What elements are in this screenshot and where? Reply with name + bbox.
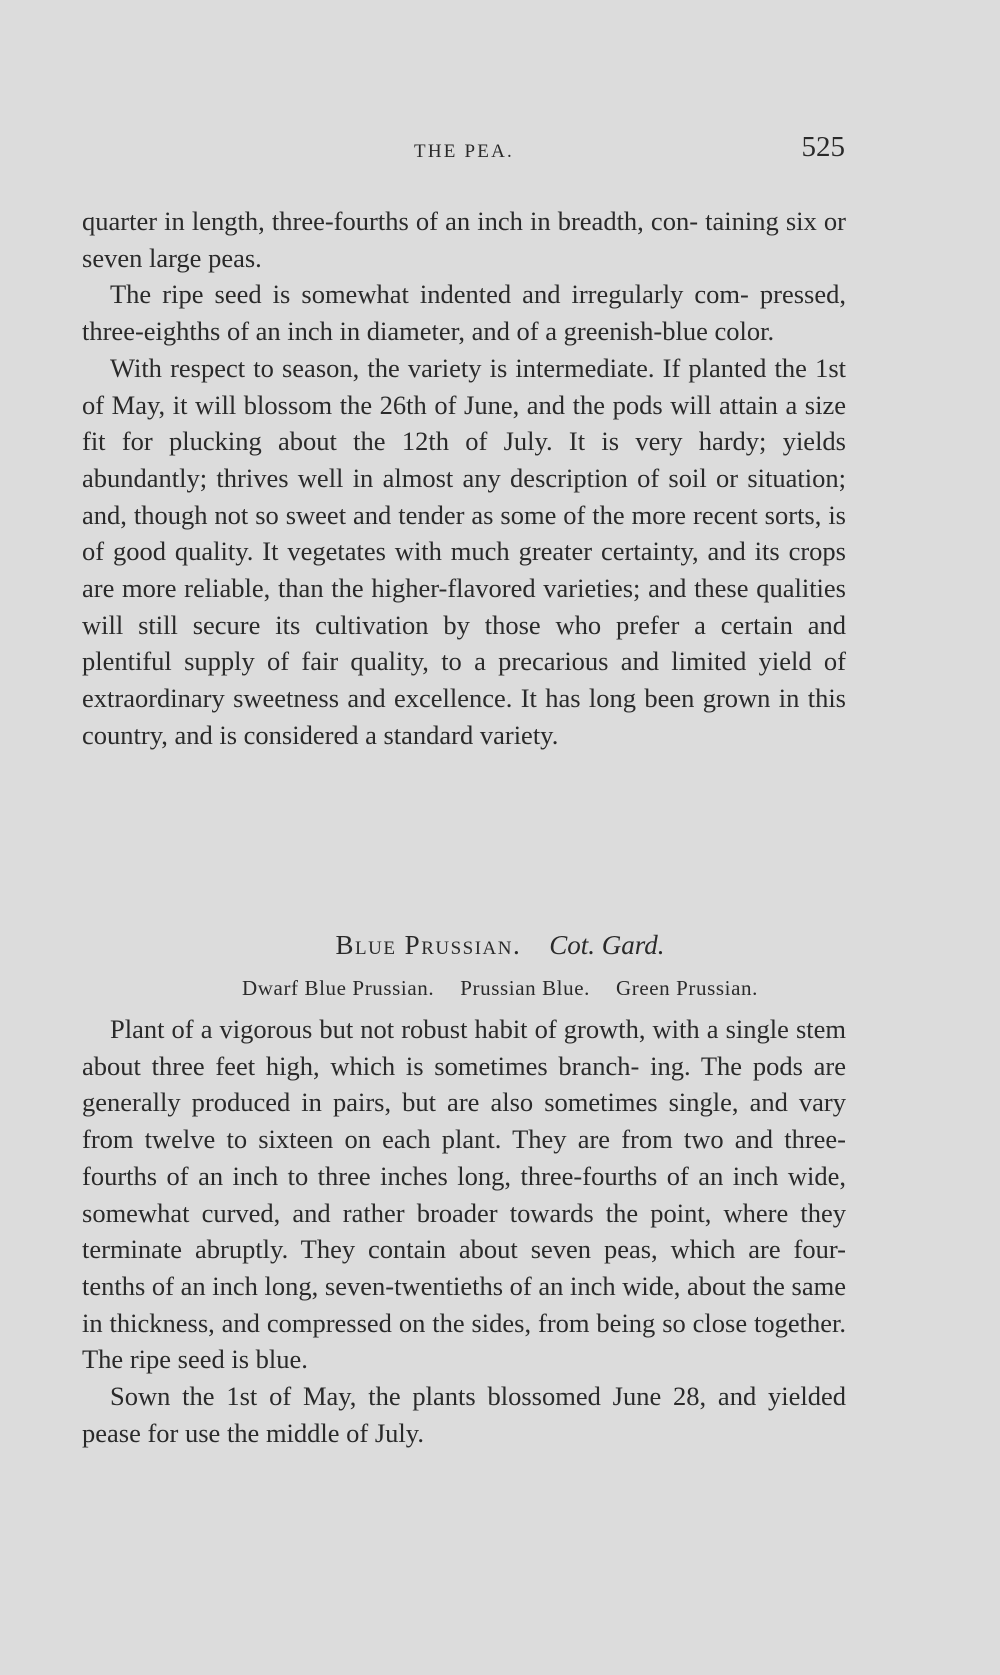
variety-heading (0, 925, 1000, 965)
variety-synonyms (0, 973, 1000, 1003)
synonym: Prussian Blue. (460, 976, 590, 1000)
variety-name: Blue Prussian. (335, 930, 522, 960)
paragraph-4: Plant of a vigorous but not robust habit of growth, with a single stem about three feet high, which is sometimes branch- ing. The pods are generally produced in pairs, but are also sometimes single, and vary from twelve to sixteen on each plant. They are from two and three-fourths of an inch to three inches long, three-fourths of an inch wide, somewhat curved, and rather broader towards the point, where they terminate abruptly. They contain about seven peas, which are four-tenths of an inch long, seven-twentieths of an inch wide, about the same in thickness, and compressed on the sides, from being so close together. The ripe seed is blue. (82, 1014, 846, 1375)
variety-authority: Cot. Gard. (549, 930, 665, 960)
paragraph-2: The ripe seed is somewhat indented and irregularly com- pressed, three-eighths of an inch in diameter, and of a greenish-blue color. (82, 279, 846, 347)
section-continued-text (82, 203, 846, 754)
paragraph-5: Sown the 1st of May, the plants blossomed June 28, and yielded pease for use the middle of July. (82, 1381, 846, 1448)
synonym: Green Prussian. (615, 976, 758, 1000)
running-head (83, 131, 845, 171)
running-title: THE PEA. (414, 141, 514, 162)
synonym: Dwarf Blue Prussian. (242, 976, 435, 1000)
variety-description (82, 1011, 846, 1451)
paragraph-1: quarter in length, three-fourths of an inch in breadth, con- taining six or seven large peas. (82, 206, 846, 273)
paragraph-3: With respect to season, the variety is intermediate. If planted the 1st of May, it will blossom the 26th of June, and the pods will attain a size fit for plucking about the 12th of July. It is very hardy; yields abundantly; thrives well in almost any description of soil or situation; and, though not so sweet and tender as some of the more recent sorts, is of good quality. It vegetates with much greater certainty, and its crops are more reliable, than the higher-flavored varieties; and these qualities will still secure its cultivation by those who prefer a certain and plentiful supply of fair quality, to a precarious and limited yield of extraordinary sweetness and excellence. It has long been grown in this country, and is considered a standard variety. (82, 352, 846, 750)
page-number: 525 (801, 131, 845, 163)
